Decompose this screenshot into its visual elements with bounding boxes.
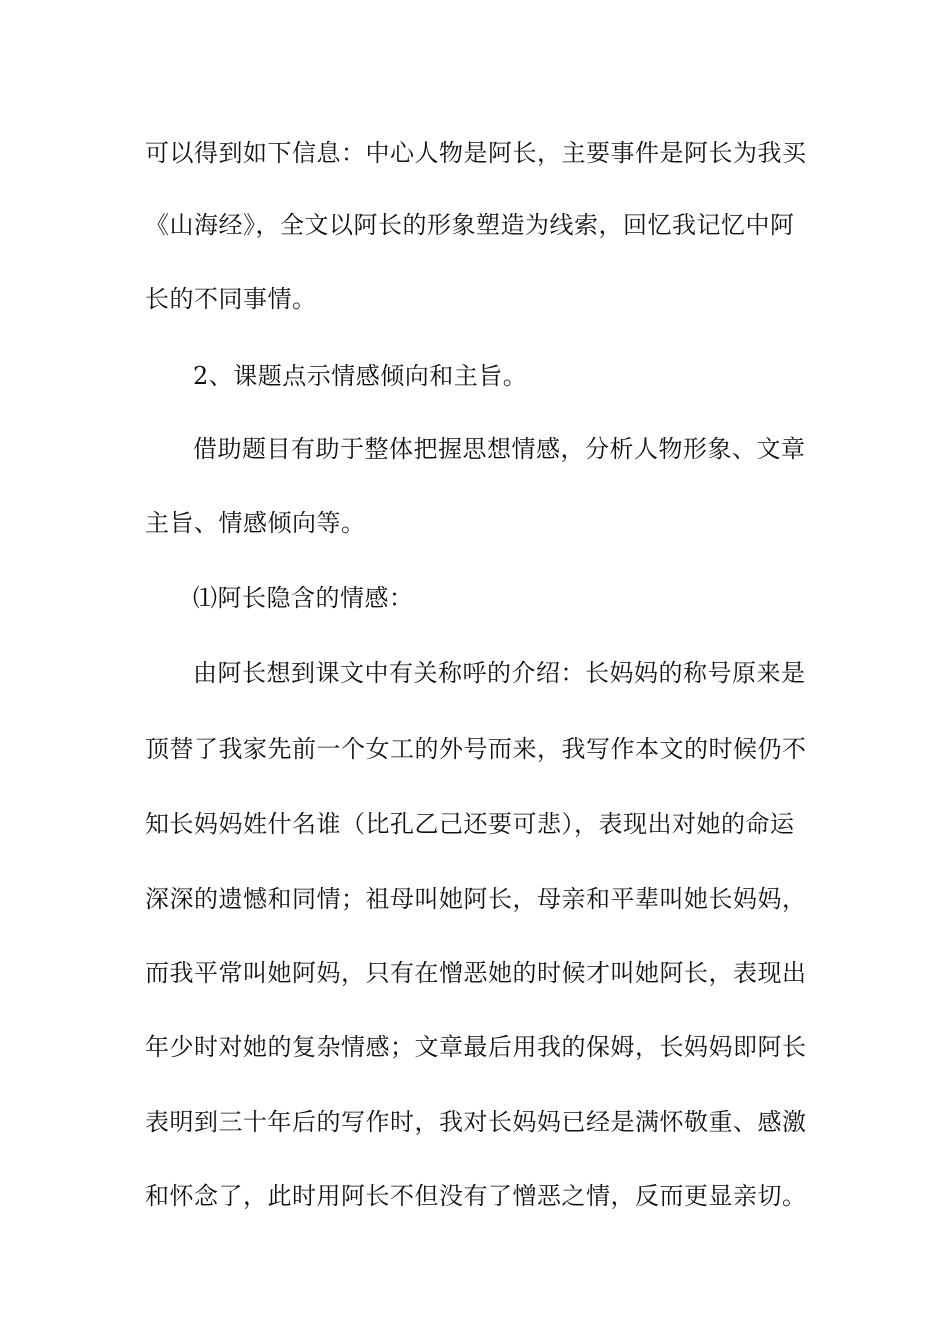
text-line: 可以得到如下信息：中心人物是阿长，主要事件是阿长为我买 <box>145 139 807 167</box>
text-line: 由阿长想到课文中有关称呼的介绍：长妈妈的称号原来是 <box>193 659 806 687</box>
section-heading: 2、课题点示情感倾向和主旨。 <box>193 362 528 390</box>
text-line: 和怀念了，此时用阿长不但没有了憎恶之情，反而更显亲切。 <box>145 1182 807 1210</box>
text-line: 顶替了我家先前一个女工的外号而来，我写作本文的时候仍不 <box>145 735 807 763</box>
text-line: 而我平常叫她阿妈，只有在憎恶她的时候才叫她阿长，表现出 <box>145 959 807 987</box>
subsection-heading: ⑴阿长隐含的情感： <box>193 584 414 612</box>
text-line: 知长妈妈姓什名谁（比孔乙己还要可悲），表现出对她的命运 <box>145 810 795 838</box>
text-line: 年少时对她的复杂情感；文章最后用我的保姆，长妈妈即阿长 <box>145 1033 807 1061</box>
text-line: 借助题目有助于整体把握思想情感，分析人物形象、文章 <box>193 435 806 463</box>
text-line: 深深的遗憾和同情；祖母叫她阿长，母亲和平辈叫她长妈妈， <box>145 885 807 913</box>
text-line: 《山海经》，全文以阿长的形象塑造为线索，回忆我记忆中阿 <box>145 211 795 239</box>
text-line: 主旨、情感倾向等。 <box>145 509 366 537</box>
text-line: 长的不同事情。 <box>145 285 317 313</box>
text-line: 表明到三十年后的写作时，我对长妈妈已经是满怀敬重、感激 <box>145 1108 807 1136</box>
